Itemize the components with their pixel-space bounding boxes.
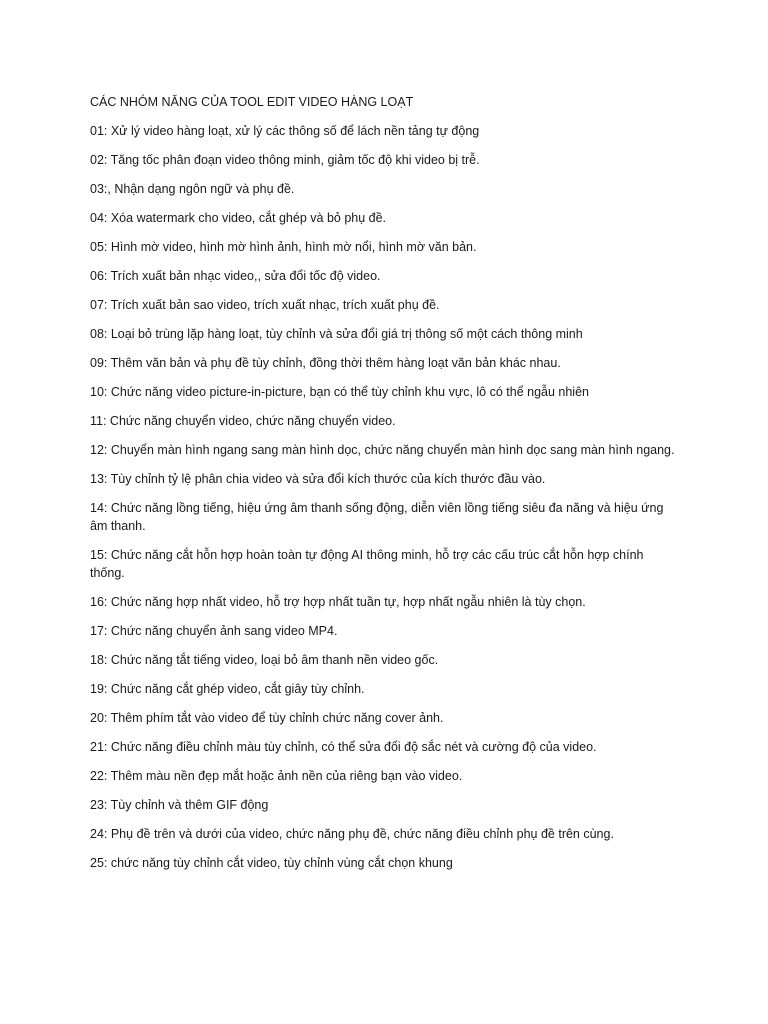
list-item: 19: Chức năng cắt ghép video, cắt giây tùy chỉnh. — [90, 682, 365, 696]
list-item: 20: Thêm phím tắt vào video để tùy chỉnh chức năng cover ảnh. — [90, 711, 444, 725]
document-page — [90, 93, 680, 883]
list-item: 18: Chức năng tắt tiếng video, loại bỏ âm thanh nền video gốc. — [90, 653, 439, 667]
list-item: 13: Tùy chỉnh tỷ lệ phân chia video và sửa đổi kích thước của kích thước đầu vào. — [90, 472, 546, 486]
list-item: 09: Thêm văn bản và phụ đề tùy chỉnh, đồng thời thêm hàng loạt văn bản khác nhau. — [90, 356, 561, 370]
list-item: 05: Hình mờ video, hình mờ hình ảnh, hình mờ nổi, hình mờ văn bản. — [90, 240, 477, 254]
list-item: 22: Thêm màu nền đẹp mắt hoặc ảnh nền của riêng bạn vào video. — [90, 769, 463, 783]
list-item: 17: Chức năng chuyển ảnh sang video MP4. — [90, 624, 338, 638]
list-item: 15: Chức năng cắt hỗn hợp hoàn toàn tự động AI thông minh, hỗ trợ các cấu trúc cắt hỗn hợp chính thống. — [90, 548, 644, 580]
list-item: 21: Chức năng điều chỉnh màu tùy chỉnh, có thể sửa đổi độ sắc nét và cường độ của video. — [90, 740, 597, 754]
list-item: 10: Chức năng video picture-in-picture, bạn có thể tùy chỉnh khu vực, lô có thể ngẫu nhiên — [90, 385, 589, 399]
list-item: 01: Xử lý video hàng loạt, xử lý các thông số để lách nền tảng tự động — [90, 124, 480, 138]
list-item: 08: Loại bỏ trùng lặp hàng loạt, tùy chỉnh và sửa đổi giá trị thông số một cách thông minh — [90, 327, 583, 341]
list-item: 25: chức năng tùy chỉnh cắt video, tùy chỉnh vùng cắt chọn khung — [90, 856, 453, 870]
list-item: 06: Trích xuất bản nhạc video,, sửa đổi tốc độ video. — [90, 269, 381, 283]
list-item: 24: Phụ đề trên và dưới của video, chức năng phụ đề, chức năng điều chỉnh phụ đề trên cùng. — [90, 827, 614, 841]
document-title: CÁC NHÓM NĂNG CỦA TOOL EDIT VIDEO HÀNG LOẠT — [90, 95, 414, 109]
list-item: 16: Chức năng hợp nhất video, hỗ trợ hợp nhất tuần tự, hợp nhất ngẫu nhiên là tùy chọn. — [90, 595, 586, 609]
feature-list — [90, 122, 680, 872]
list-item: 03:, Nhận dạng ngôn ngữ và phụ đề. — [90, 182, 295, 196]
list-item: 23: Tùy chỉnh và thêm GIF động — [90, 798, 269, 812]
list-item: 14: Chức năng lồng tiếng, hiệu ứng âm thanh sống động, diễn viên lồng tiếng siêu đa năng và hiệu ứng âm thanh. — [90, 501, 664, 533]
list-item: 07: Trích xuất bản sao video, trích xuất nhạc, trích xuất phụ đề. — [90, 298, 440, 312]
list-item: 11: Chức năng chuyển video, chức năng chuyển video. — [90, 414, 396, 428]
list-item: 02: Tăng tốc phân đoạn video thông minh, giảm tốc độ khi video bị trễ. — [90, 153, 480, 167]
list-item: 12: Chuyển màn hình ngang sang màn hình dọc, chức năng chuyển màn hình dọc sang màn hình ngang. — [90, 443, 675, 457]
list-item: 04: Xóa watermark cho video, cắt ghép và bỏ phụ đề. — [90, 211, 387, 225]
